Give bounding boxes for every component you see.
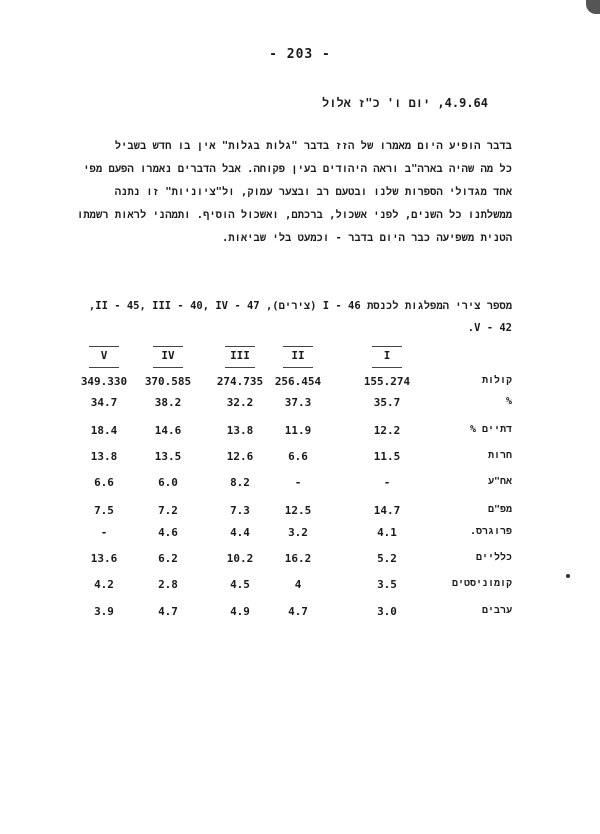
table-cell: 349.330 <box>80 375 128 388</box>
table-cell: 370.585 <box>144 375 192 388</box>
row-label: כלליים <box>475 552 512 563</box>
table-cell: 5.2 <box>377 552 397 565</box>
table-cell: 13.8 <box>226 424 254 437</box>
column-header: IV <box>153 346 183 368</box>
table-cell: 32.2 <box>226 396 254 409</box>
column-header: V <box>89 346 119 368</box>
table-cell: 4.9 <box>230 605 250 618</box>
table-cell: 13.5 <box>154 450 182 463</box>
row-label: אח"ע <box>487 476 512 487</box>
table-cell: 16.2 <box>284 552 312 565</box>
column-header: II <box>283 346 313 368</box>
table-cell: 4.4 <box>230 526 250 539</box>
diary-paragraph <box>76 135 512 250</box>
table-cell: 2.8 <box>158 578 178 591</box>
page-number: - 203 - <box>269 47 331 62</box>
table-cell: 3.2 <box>288 526 308 539</box>
table-cell: 4.1 <box>377 526 397 539</box>
table-cell: 13.8 <box>90 450 118 463</box>
margin-dot <box>566 574 570 578</box>
table-cell: 6.0 <box>158 476 178 489</box>
table-cell: 11.5 <box>373 450 401 463</box>
date-line: 4.9.64, יום ו' כ"ז אלול <box>322 96 488 110</box>
intro-line: V - 42. <box>467 322 512 334</box>
table-cell: 13.6 <box>90 552 118 565</box>
row-label: % <box>505 396 512 407</box>
table-cell: 256.454 <box>274 375 322 388</box>
table-cell: 3.0 <box>377 605 397 618</box>
column-header: III <box>225 346 255 368</box>
table-cell: 10.2 <box>226 552 254 565</box>
table-cell: 12.2 <box>373 424 401 437</box>
table-cell: 155.274 <box>363 375 411 388</box>
paragraph-line: בדבר הופיע היום מאמרו של הזז בדבר "גלות בגלות" אין בו חדש בשביל <box>114 140 512 152</box>
paragraph-line: אחד מגדולי הספרות שלנו ובטעם רב ובצער עמוק, ול"ציוניות" זו נתנה <box>114 186 512 198</box>
row-label: מפ"ם <box>487 504 512 515</box>
table-cell: 18.4 <box>90 424 118 437</box>
intro-line: מספר צירי המפלגות לכנסת I - 46 (צירים), II - 45, III - 40, IV - 47, <box>88 300 512 312</box>
table-cell: 14.7 <box>373 504 401 517</box>
row-label: קולות <box>481 375 512 386</box>
table-cell: 3.5 <box>377 578 397 591</box>
table-cell: 11.9 <box>284 424 312 437</box>
table-cell: - <box>383 476 391 489</box>
table-cell: 38.2 <box>154 396 182 409</box>
table-cell: 7.3 <box>230 504 250 517</box>
table-cell: 6.6 <box>288 450 308 463</box>
table-cell: 4.7 <box>158 605 178 618</box>
table-intro <box>82 295 512 339</box>
table-cell: 14.6 <box>154 424 182 437</box>
table-cell: 7.5 <box>94 504 114 517</box>
table-cell: 12.6 <box>226 450 254 463</box>
row-label: ערבים <box>481 605 512 616</box>
row-label: חרות <box>487 450 512 461</box>
table-cell: 7.2 <box>158 504 178 517</box>
table-cell: 34.7 <box>90 396 118 409</box>
page-corner-mark <box>586 0 600 14</box>
table-cell: 4.7 <box>288 605 308 618</box>
table-cell: 6.6 <box>94 476 114 489</box>
table-cell: 4.2 <box>94 578 114 591</box>
table-cell: - <box>100 526 108 539</box>
table-cell: 4.6 <box>158 526 178 539</box>
table-cell: 274.735 <box>216 375 264 388</box>
table-cell: 12.5 <box>284 504 312 517</box>
table-cell: 4 <box>294 578 302 591</box>
row-label: קומוניסטים <box>451 578 512 589</box>
table-cell: - <box>294 476 302 489</box>
table-cell: 8.2 <box>230 476 250 489</box>
column-header: I <box>372 346 402 368</box>
table-cell: 35.7 <box>373 396 401 409</box>
row-label: דתיים % <box>469 424 512 435</box>
paragraph-line: כל מה שהיה בארה"ב וראה היהודים בעין פקוחה. אבל הדברים נאמרו הפעם מפי <box>83 163 512 175</box>
paragraph-line: ממשלתנו כל השנים, לפני אשכול, ברכתם, ואשכול הוסיף. ותמהני לראות רשמתו <box>76 209 512 221</box>
row-label: פרוגרס. <box>469 526 512 537</box>
table-cell: 6.2 <box>158 552 178 565</box>
table-cell: 37.3 <box>284 396 312 409</box>
table-cell: 4.5 <box>230 578 250 591</box>
paragraph-line: הטנית משפיעה כבר היום בדבר - וכמעט בלי שביאות. <box>221 232 512 244</box>
table-cell: 3.9 <box>94 605 114 618</box>
